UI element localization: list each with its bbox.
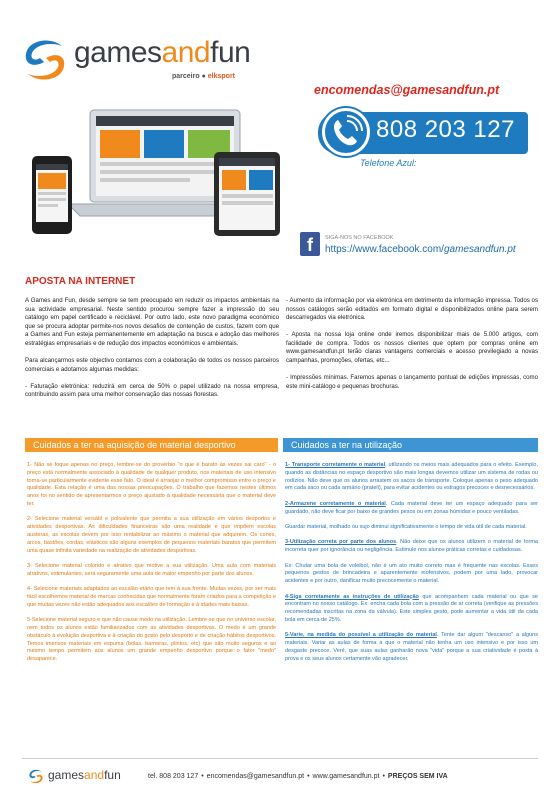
intro-paragraph: - Aumento da informação por via eletrónica em detrimento da informação impressa. Todos os nossos catálogos serão editados em formato digital e disponibilizados online para serem descarregados via eletrónica.	[286, 297, 538, 322]
brand-swirl-icon	[22, 38, 68, 82]
intro-paragraph: - Impressões mínimas. Faremos apenas o lançamento pontual de edições impressas, como este mini-catálogo e pequenas brochuras.	[286, 374, 538, 390]
footer-logo	[28, 768, 138, 786]
phone-icon	[322, 108, 370, 156]
facebook-icon[interactable]: f	[300, 232, 320, 256]
intro-right-column	[286, 297, 538, 400]
partner-line	[172, 73, 235, 80]
intro-paragraph: A Games and Fun, desde sempre se tem preocupado em reduzir os impactos ambientais na sua actividade empresarial. Neste sentido procurou sempre fazer a impressão do seu catálogo em papel certificado e reciclável. Por outro lado, este novo paradigma económico que se procura adoptar permite-nos novos desafios de contenção de custos, fazem com que a Games and Fun esteja permanentemente em adaptação na busca e adoção das melhores estratégias empresariais e de redução dos impactos económicos e ambientais.	[25, 297, 279, 347]
list-item: Ex: Chutar uma bola de voleibol, não é um ato muito correto mas é frequente nas escolas. Esses pequenos gestos de brincadeira e aparentemente inofensivos, podem por uma lado, provocar acidentes e por outro, danificar muito precocemente o material.	[285, 562, 538, 585]
footer-phone[interactable]: tel. 808 203 127	[148, 773, 199, 780]
phone-number[interactable]: 808 203 127	[376, 116, 515, 143]
facebook-caption: SIGA-NOS NO FACEBOOK	[325, 235, 394, 241]
order-email[interactable]: encomendas@gamesandfun.pt	[314, 83, 500, 97]
list-item: 5-Selecione material seguro e que não cause medo na utilização. Lembre-se que no universo escolar, nem todos os alunos estão familiarizados com as atividades desportivas. O medo é um grande obstáculo à evolução desportiva e à criação do gosto pelo desporto e de criação hábitos desportivos. Temos imensos materiais em espuma (bolas, barreiras, plintos, etc) que são muito seguros e ao mesmo tempo permitem aos alunos um grande empenho desportivo porque o fator "medo" desaparece.	[27, 617, 276, 663]
brand-name: gamesandfun	[74, 36, 251, 69]
footer-email[interactable]: encomendas@gamesandfun.pt	[206, 773, 305, 780]
list-item: 1- Não se foque apenas no preço, lembre-se do provérbio "o que é barato às vezes sai caro" - o preço está normalmente associado à qualidade de qualquer produto, nos materiais de uso intensivo torna-se particularmente evidente esse fato. O ideal é arranjar o melhor compromisso entre o preço e qualidade. Esta relação é uma das nossas preocupações. O trabalho que fazemos nestes últimos anos foi no sentido de apresentarmos o preço ajustado à qualidade necessária que o material deve ter.	[27, 462, 276, 507]
footer-website[interactable]: www.gamesandfun.pt	[312, 773, 380, 780]
intro-left-column	[25, 297, 279, 408]
partner-brand: elksport	[207, 73, 235, 80]
phone-label: Telefone Azul:	[360, 158, 417, 168]
list-item: 4-Siga corretamente as instruções de utilização que acompanhem cada material ou que se encontram no nosso catálogo. Ex: encha cada bola com a pressão de ar correta (verifique as pressões recomendadas inscritas na zona da válvula). Este simples gesto, pode aumentar a vida útil da cada bola em cerca de 25%.	[285, 593, 538, 623]
facebook-link[interactable]: https://www.facebook.com/gamesandfun.pt	[325, 244, 516, 255]
acquisition-care-header: Cuidados a ter na aquisição de material desportivo	[25, 438, 278, 452]
list-item: 2- Selecione material versátil e polivalente que permita a sua utilização em vários desportos e atividades desportivas. As dificuldades financeiras são uma realidade e que impõem escolas austeras, as escolas devem por isso rentabilizar ao máximo o material que adquirem. Os cones, arcos, bastões, cordas, elásticos são alguns exemplos de pequenos materiais baratos que permitem uma quase infinita variedade na realização de atividades desportivas.	[27, 516, 276, 554]
usage-care-header: Cuidados a ter na utilização	[283, 438, 538, 452]
list-item: 3- Selecione material colorido e atrativo que motive a sua utilização. Uma aula com materiais atrativos, estimulantes, será seguramente uma aula de maior empenho por parte dos alunos.	[27, 562, 276, 577]
list-item: 2-Armazene corretamente o material. Cada material deve ter um espaço adequado para ser guardado, não deve ficar por baixo de grandes pesos ou em zonas húmidas e pouco ventiladas.	[285, 500, 538, 515]
intro-paragraph: Para alcançarmos este objectivo contamos com a colaboração de todos os nossos parceiros comerciais e adotamos algumas medidas:	[25, 357, 279, 373]
list-item: 5-Varie, na medida do possível a utilização do material. Tente dar algum "descanso" a alguns materiais. Variar as aulas de forma a que o material não tenha um uso intensivo e por isso um desgaste precoce. Veré, que suas aulas ganharão nova "vida" porque a sua criatividade é posta à prova e os seus alunos certamente vão agradecer.	[285, 632, 538, 662]
list-item: 3-Utilização correta por parte dos alunos. Não deixe que os alunos utilizem o material de forma incorreta quer por ignorância ou negligência. Estimule nos alunos práticas corretas e cuidadosas.	[285, 539, 538, 554]
acquisition-care-list	[27, 462, 276, 672]
partner-dot-icon: ●	[201, 73, 206, 80]
list-item: Guardar material, molhado ou sujo diminui significativamente o tempo de vida útil de cada material.	[285, 523, 527, 530]
footer-brand-name: gamesandfun	[48, 768, 121, 782]
footer-vat-note: PREÇOS SEM IVA	[387, 773, 448, 780]
footer-contact: tel. 808 203 127 • encomendas@gamesandfun.pt • www.gamesandfun.pt • PREÇOS SEM IVA	[148, 773, 448, 780]
devices-illustration	[28, 100, 288, 240]
intro-paragraph: - Faturação eletrónica: reduzirá em cerca de 50% o papel utilizado na nossa empresa, contribuindo assim para uma melhor conservação das nossas florestas.	[25, 382, 279, 399]
intro-paragraph: - Aposta na nossa loja online onde iremos disponibilizar mais de 5.000 artigos, com facilidade de compra. Todos os nossos clientes que optem por compras online em www.gamesandfun.pt terão claras vantagens comerciais e acesso previlegiado a novas campanhas, promoções, ofertas, etc...	[286, 331, 538, 365]
brand-logo	[22, 36, 292, 88]
partner-label: parceiro	[172, 73, 200, 80]
usage-care-list	[285, 462, 538, 671]
section-title: APOSTA NA INTERNET	[25, 276, 136, 287]
list-item: 4- Selecione materiais adaptados ao escalão etário que tem à sua frente. Muitas vezes, por ser mais fácil escolhemos material de marcas conhecidas que normalmente foram criados para a competição e que muitas vezes não estão adequados aos escalões de formação e à idades mais baixas.	[27, 586, 276, 608]
footer-divider	[22, 758, 538, 759]
brand-swirl-icon	[28, 769, 44, 784]
list-item: 1- Transporte corretamente o material, utilizando os meios mais adequados para o efeito. Exemplo, quando as distâncias no espaço desportivo são mais longas devemos utilizar um sistema de rodas ou rodízios. Não deve que os alunos arrastem os sacos de transporte. Coloque apenas o peso adequado em cada saco ou cada armário (prateli), para evitar acidentes ou estragos precoces e desnecessários.	[285, 462, 539, 492]
